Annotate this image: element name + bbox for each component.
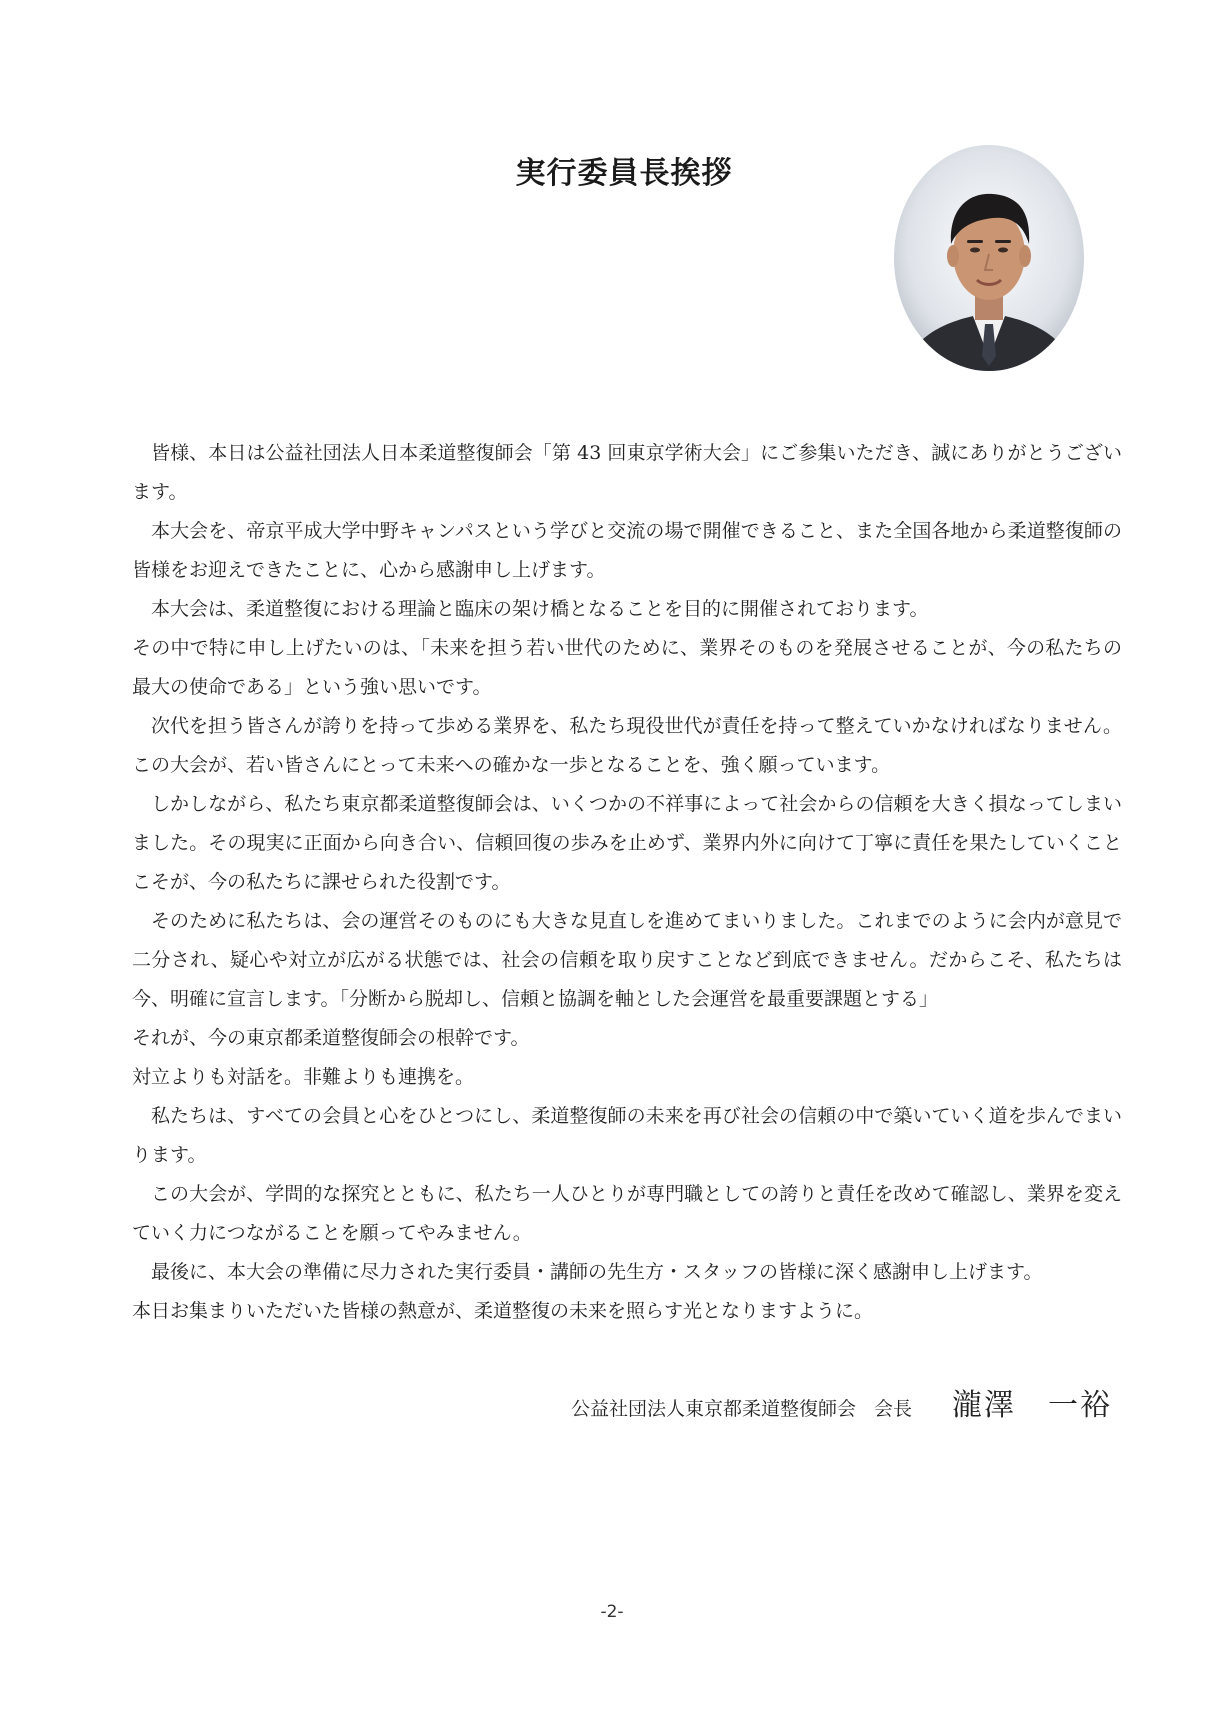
paragraph: その中で特に申し上げたいのは、「未来を担う若い世代のために、業界そのものを発展させることが、今の私たちの最大の使命である」という強い思いです。: [132, 637, 1122, 698]
paragraph: しかしながら、私たち東京都柔道整復師会は、いくつかの不祥事によって社会からの信頼を大きく損なってしまいました。その現実に正面から向き合い、信頼回復の歩みを止めず、業界内外に向けて丁寧に責任を果たしていくことこそが、今の私たちに課せられた役割です。: [132, 793, 1122, 893]
signature: [571, 1380, 1112, 1424]
paragraph: この大会が、学問的な探究とともに、私たち一人ひとりが専門職としての誇りと責任を改めて確認し、業界を変えていく力につながることを願ってやみません。: [132, 1183, 1122, 1244]
paragraph: 本大会を、帝京平成大学中野キャンパスという学びと交流の場で開催できること、また全国各地から柔道整復師の皆様をお迎えできたことに、心から感謝申し上げます。: [132, 520, 1122, 581]
paragraph: 本日お集まりいただいた皆様の熱意が、柔道整復の未来を照らす光となりますように。: [132, 1300, 874, 1322]
paragraph: 次代を担う皆さんが誇りを持って歩める業界を、私たち現役世代が責任を持って整えていかなければなりません。この大会が、若い皆さんにとって未来への確かな一歩となることを、強く願っています。: [132, 715, 1122, 776]
paragraph: 私たちは、すべての会員と心をひとつにし、柔道整復師の未来を再び社会の信頼の中で築いていく道を歩んでまいります。: [132, 1105, 1122, 1166]
signature-name: 瀧澤 一裕: [952, 1388, 1112, 1423]
paragraph: 皆様、本日は公益社団法人日本柔道整復師会「第 43 回東京学術大会」にご参集いただき、誠にありがとうございます。: [132, 442, 1122, 503]
signature-role: 会長: [873, 1398, 912, 1420]
page-number: -2-: [600, 1602, 624, 1622]
page-title: 実行委員長挨拶: [515, 156, 733, 191]
paragraph: 本大会は、柔道整復における理論と臨床の架け橋となることを目的に開催されております。: [151, 598, 929, 620]
signature-organization: 公益社団法人東京都柔道整復師会: [570, 1398, 856, 1420]
portrait-icon: [893, 144, 1085, 372]
paragraph: それが、今の東京都柔道整復師会の根幹です。: [132, 1027, 530, 1049]
paragraph: 対立よりも対話を。非難よりも連携を。: [132, 1066, 475, 1088]
portrait-photo: [893, 144, 1085, 372]
greeting-body: [132, 434, 1122, 1331]
paragraph: 最後に、本大会の準備に尽力された実行委員・講師の先生方・スタッフの皆様に深く感謝申し上げます。: [151, 1261, 1043, 1283]
paragraph: そのために私たちは、会の運営そのものにも大きな見直しを進めてまいりました。これまでのように会内が意見で二分され、疑心や対立が広がる状態では、社会の信頼を取り戻すことなど到底できません。だからこそ、私たちは今、明確に宣言します。「分断から脱却し、信頼と協調を軸とした会運営を最重要課題とする」: [132, 910, 1122, 1010]
